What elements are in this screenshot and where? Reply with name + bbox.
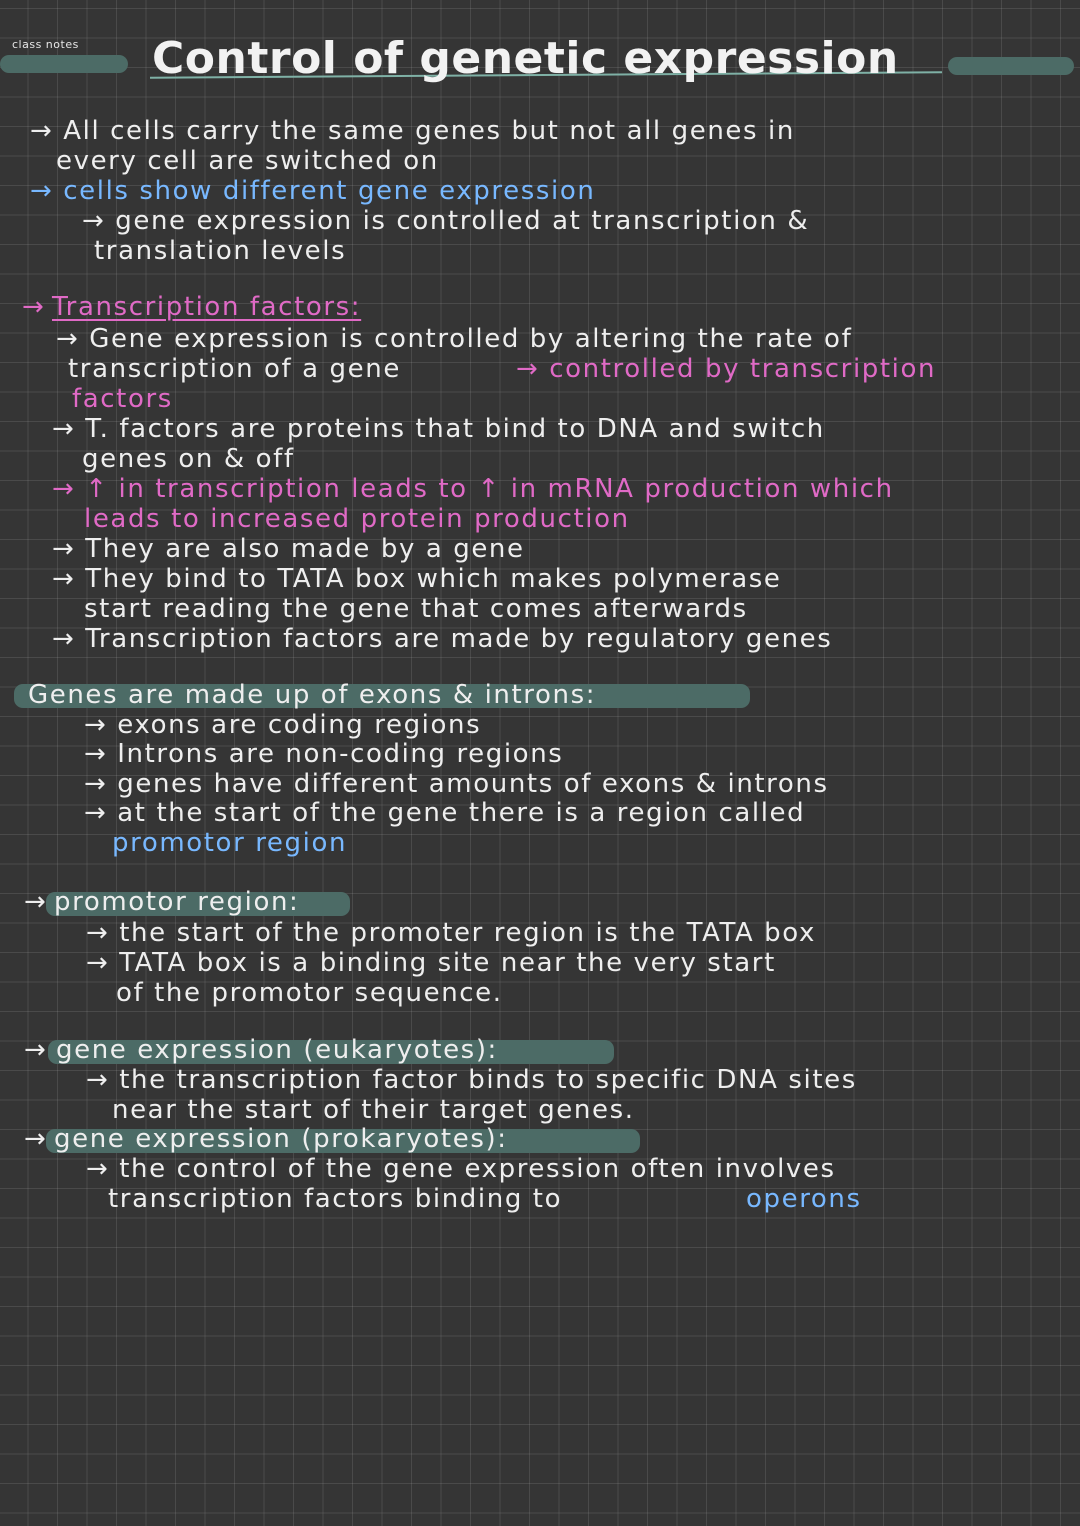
intro-line-5: translation levels	[94, 236, 347, 266]
intro-line-3: → cells show different gene expression	[30, 176, 596, 206]
intro-line-1: → All cells carry the same genes but not all genes in	[30, 116, 795, 146]
transcription-heading-arrow: →	[22, 292, 46, 322]
prokaryotes-line-2a: transcription factors binding to	[108, 1184, 563, 1214]
exons-line-2: → Introns are non-coding regions	[84, 739, 564, 769]
title-highlight-left	[0, 55, 128, 73]
prokaryotes-heading: gene expression (prokaryotes):	[54, 1124, 508, 1154]
promotor-line-2: → TATA box is a binding site near the very start	[86, 948, 776, 978]
eukaryotes-heading-arrow: →	[24, 1035, 48, 1065]
promotor-heading-arrow: →	[24, 887, 48, 917]
promotor-heading: promotor region:	[54, 887, 300, 917]
exons-line-5: promotor region	[112, 828, 348, 858]
prokaryotes-section	[24, 1124, 1069, 1224]
intro-line-2: every cell are switched on	[56, 146, 439, 176]
transcription-line-9: → They bind to TATA box which makes polymerase	[52, 564, 782, 594]
transcription-line-8: → They are also made by a gene	[52, 534, 525, 564]
intro-line-4: → gene expression is controlled at transcription &	[82, 206, 810, 236]
class-notes-tag: class notes	[12, 38, 79, 51]
page-title: Control of genetic expression	[152, 33, 899, 84]
exons-line-1: → exons are coding regions	[84, 710, 482, 740]
transcription-line-1: → Gene expression is controlled by altering the rate of	[56, 324, 853, 354]
prokaryotes-line-2b: operons	[746, 1184, 862, 1214]
prokaryotes-heading-arrow: →	[24, 1124, 48, 1154]
eukaryotes-section	[24, 1035, 1064, 1135]
promotor-line-3: of the promotor sequence.	[116, 978, 503, 1008]
eukaryotes-line-2: near the start of their target genes.	[112, 1095, 635, 1125]
exons-line-4: → at the start of the gene there is a region called	[84, 798, 806, 828]
promotor-section	[24, 887, 1064, 1017]
promotor-line-1: → the start of the promoter region is the TATA box	[86, 918, 816, 948]
intro-section	[30, 116, 1070, 266]
transcription-factors-section	[22, 292, 1072, 652]
transcription-line-7: leads to increased protein production	[84, 504, 630, 534]
title-highlight-right	[948, 57, 1074, 75]
transcription-line-6: → ↑ in transcription leads to ↑ in mRNA production which	[52, 474, 894, 504]
transcription-heading: Transcription factors:	[52, 292, 362, 322]
exons-heading: Genes are made up of exons & introns:	[28, 680, 597, 710]
eukaryotes-line-1: → the transcription factor binds to specific DNA sites	[86, 1065, 857, 1095]
transcription-line-3: factors	[72, 384, 173, 414]
eukaryotes-heading: gene expression (eukaryotes):	[56, 1035, 498, 1065]
transcription-line-11: → Transcription factors are made by regulatory genes	[52, 624, 833, 654]
transcription-line-2a: transcription of a gene	[68, 354, 401, 384]
transcription-line-5: genes on & off	[82, 444, 295, 474]
transcription-line-10: start reading the gene that comes afterwards	[84, 594, 748, 624]
transcription-line-4: → T. factors are proteins that bind to DNA and switch	[52, 414, 825, 444]
prokaryotes-line-1: → the control of the gene expression often involves	[86, 1154, 836, 1184]
exons-line-3: → genes have different amounts of exons & introns	[84, 769, 829, 799]
exons-section	[28, 680, 1073, 860]
transcription-line-2b: → controlled by transcription	[516, 354, 937, 384]
